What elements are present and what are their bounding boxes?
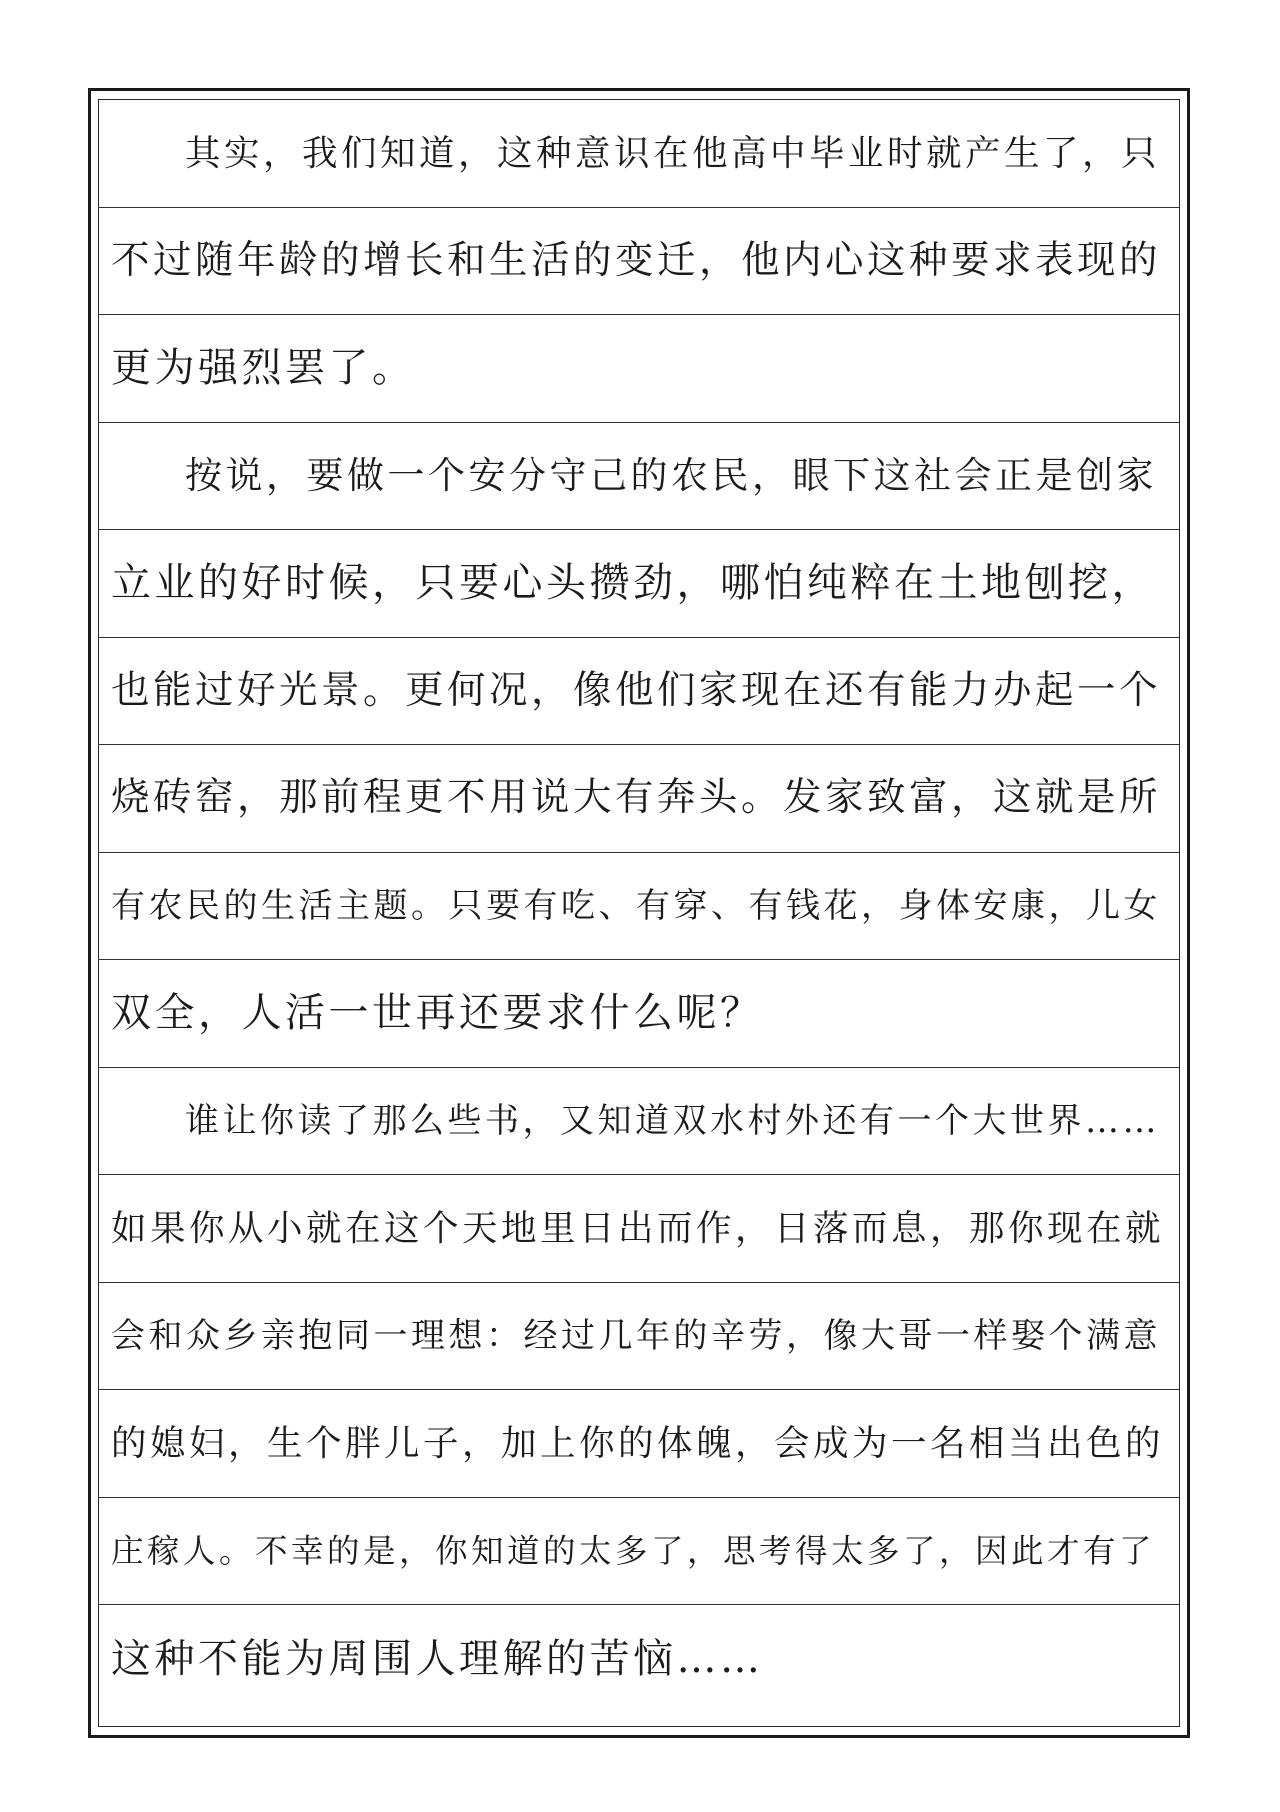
handwritten-line: 不过随年龄的增长和生活的变迁，他内心这种要求表现的 xyxy=(111,237,1162,283)
text-line-13 xyxy=(99,1390,1179,1498)
text-line-6 xyxy=(99,638,1179,746)
paper-border xyxy=(88,88,1190,1738)
handwritten-line: 也能过好光景。更何况，像他们家现在还有能力办起一个 xyxy=(111,667,1162,713)
text-line-14 xyxy=(99,1498,1179,1606)
handwritten-line: 双全，人活一世再还要求什么呢？ xyxy=(111,990,764,1037)
text-line-3 xyxy=(99,315,1179,423)
handwritten-line: 烧砖窑，那前程更不用说大有奔头。发家致富，这就是所 xyxy=(111,775,1162,820)
text-line-11 xyxy=(99,1175,1179,1283)
text-line-1 xyxy=(99,100,1179,208)
handwritten-line: 谁让你读了那么些书，又知道双水村外还有一个大世界…… xyxy=(185,1100,1160,1141)
handwritten-line: 这种不能为周围人理解的苦恼…… xyxy=(111,1635,764,1682)
handwritten-line: 其实，我们知道，这种意识在他高中毕业时就产生了，只 xyxy=(185,132,1161,174)
text-line-2 xyxy=(99,208,1179,316)
text-line-4 xyxy=(99,423,1179,531)
handwritten-line: 立业的好时候，只要心头攒劲，哪怕纯粹在土地刨挖， xyxy=(111,560,1155,607)
text-line-8 xyxy=(99,853,1179,961)
text-line-10 xyxy=(99,1068,1179,1176)
text-line-5 xyxy=(99,530,1179,638)
text-line-15 xyxy=(99,1605,1179,1713)
handwritten-line: 更为强烈罢了。 xyxy=(111,345,416,392)
ruled-writing-area xyxy=(98,99,1180,1727)
handwritten-line: 有农民的生活主题。只要有吃、有穿、有钱花，身体安康，儿女 xyxy=(111,885,1161,926)
handwritten-line: 会和众乡亲抱同一理想：经过几年的辛劳，像大哥一样娶个满意 xyxy=(111,1315,1161,1356)
text-line-9 xyxy=(99,960,1179,1068)
text-line-7 xyxy=(99,745,1179,853)
handwritten-line: 的媳妇，生个胖儿子，加上你的体魄，会成为一名相当出色的 xyxy=(111,1422,1165,1464)
handwritten-line: 按说，要做一个安分守己的农民，眼下这社会正是创家 xyxy=(185,454,1157,498)
handwritten-line: 如果你从小就在这个天地里日出而作，日落而息，那你现在就 xyxy=(111,1207,1165,1249)
handwritten-line: 庄稼人。不幸的是，你知道的太多了，思考得太多了，因此才有了 xyxy=(111,1531,1156,1570)
text-line-12 xyxy=(99,1283,1179,1391)
